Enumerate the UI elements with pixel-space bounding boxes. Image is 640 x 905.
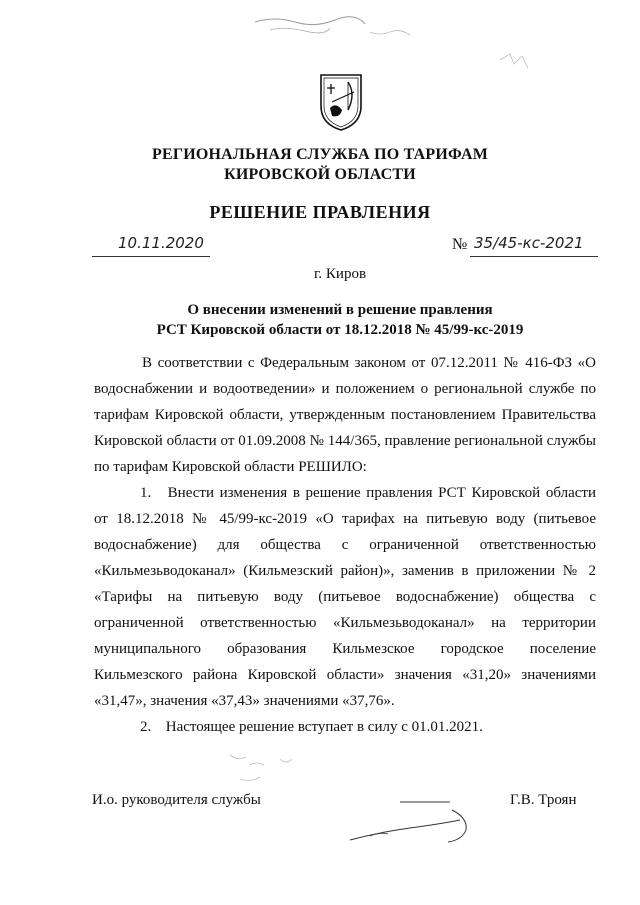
scan-marks — [250, 10, 550, 90]
org-name-line1: РЕГИОНАЛЬНАЯ СЛУЖБА ПО ТАРИФАМ — [151, 146, 489, 163]
org-name-line2: КИРОВСКОЙ ОБЛАСТИ — [224, 166, 416, 183]
decision-date: 10.11.2020 — [118, 234, 204, 252]
item-1 — [94, 480, 596, 714]
item-1-number: 1. — [140, 485, 152, 501]
item-2 — [94, 714, 596, 740]
city: г. Киров — [313, 266, 367, 282]
kirov-coat-of-arms-icon — [318, 72, 364, 132]
item-2-text: Настоящее решение вступает в силу с 01.01.2021. — [165, 719, 483, 735]
decision-title: РЕШЕНИЕ ПРАВЛЕНИЯ — [209, 202, 431, 222]
handwritten-signature — [340, 780, 490, 850]
stamp-marks — [220, 745, 330, 795]
preamble: В соответствии с Федеральным законом от 07.12.2011 № 416-ФЗ «О водоснабжении и водоотведении» и положением о региональной службе по тарифам Кировской области, утвержденным постановлением Правительства Кировской области от 01.09.2008 № 144/365, правление региональной службы по тарифам Кировской области РЕШИЛО: — [94, 355, 596, 475]
document-body — [94, 350, 596, 740]
item-2-number: 2. — [140, 719, 152, 735]
item-1-text: Внести изменения в решение правления РСТ Кировской области от 18.12.2018 № 45/99-кс-2019 «О тарифах на питьевую воду (питьевое водоснабжение) для общества с ограниченной ответственностью «Кильмезьводоканал» (Кильмезский район)», заменив в приложении № 2 «Тарифы на питьевую воду (питьевое водоснабжение) общества с ограниченной ответственностью «Кильмезьводоканал» на территории муниципального образования Кильмезское городское поселение Кильмезского района Кировской области» значения «31,20» значениями «31,47», значения «37,43» значениями «37,76». — [94, 485, 597, 709]
decision-number: 35/45-кс-2021 — [474, 234, 584, 252]
signer-name: Г.В. Троян — [510, 792, 577, 808]
subject-line1: О внесении изменений в решение правления — [187, 302, 493, 318]
signer-position: И.о. руководителя службы — [92, 792, 261, 808]
subject-line2: РСТ Кировской области от 18.12.2018 № 45/99-кс-2019 — [156, 322, 524, 338]
number-sign: № — [452, 236, 468, 253]
